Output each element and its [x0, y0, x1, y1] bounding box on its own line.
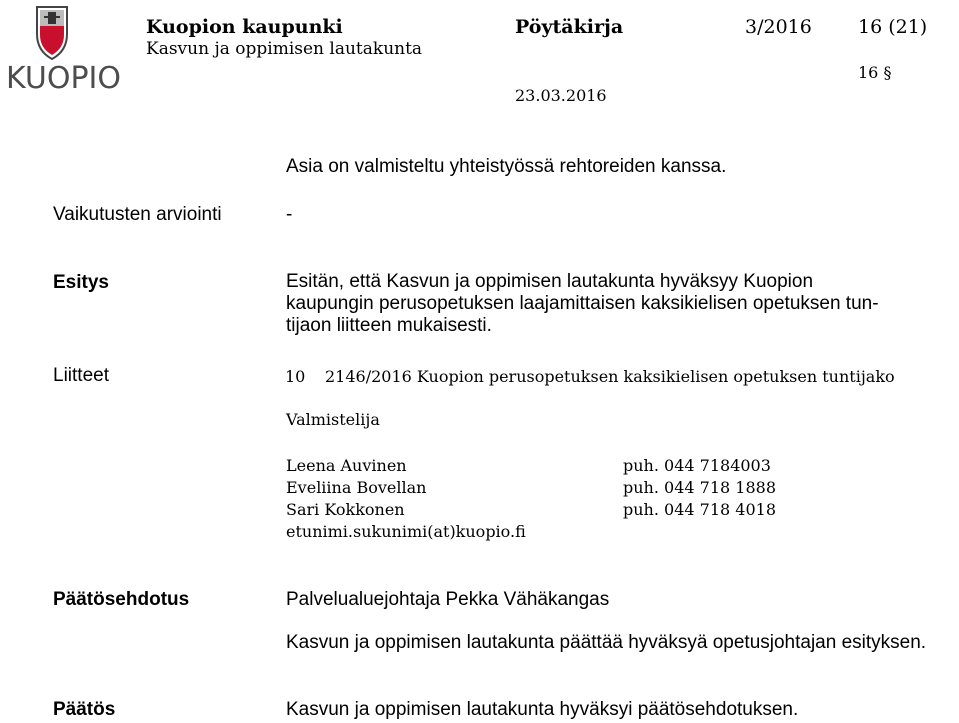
- coat-of-arms-icon: [4, 4, 100, 62]
- proposal-line: kaupungin perusopetuksen laajamittaisen kaksikielisen opetuksen tun-: [286, 293, 879, 314]
- contact-name: Leena Auvinen: [286, 456, 407, 475]
- proposal-line: Esitän, että Kasvun ja oppimisen lautakunta hyväksyy Kuopion: [286, 271, 814, 292]
- document-type: Pöytäkirja: [515, 16, 624, 38]
- decision-text: Kasvun ja oppimisen lautakunta hyväksyi päätösehdotuksen.: [286, 699, 799, 720]
- proposal-text: [286, 271, 879, 337]
- proposal-label: Esitys: [53, 272, 109, 293]
- intro-sentence: Asia on valmisteltu yhteistyössä rehtoreiden kanssa.: [286, 156, 727, 177]
- document-number: 3/2016: [745, 16, 812, 38]
- draft-label: Päätösehdotus: [53, 589, 190, 610]
- committee-name: Kasvun ja oppimisen lautakunta: [146, 39, 423, 59]
- contact-phone: puh. 044 718 4018: [623, 500, 776, 519]
- contact-name: Sari Kokkonen: [286, 500, 405, 519]
- attachments-label: Liitteet: [53, 365, 109, 386]
- email-address[interactable]: etunimi.sukunimi(at)kuopio.fi: [286, 522, 526, 541]
- preparer-label: Valmistelija: [286, 410, 380, 429]
- proposal-line: tijaon liitteen mukaisesti.: [286, 315, 492, 336]
- contact-row: [286, 456, 776, 478]
- draft-text: Kasvun ja oppimisen lautakunta päättää hyväksyä opetusjohtajan esityksen.: [286, 632, 927, 653]
- impact-value: -: [286, 204, 293, 225]
- draft-by: Palvelualuejohtaja Pekka Vähäkangas: [286, 589, 610, 610]
- attachment-link[interactable]: 2146/2016 Kuopion perusopetuksen kaksikielisen opetuksen tuntijako: [325, 367, 895, 386]
- contact-phone: puh. 044 718 1888: [623, 478, 776, 497]
- attachment-number: 10: [285, 367, 306, 386]
- contact-phone: puh. 044 7184003: [623, 456, 771, 475]
- page-number: 16 (21): [858, 16, 928, 38]
- contact-row: [286, 478, 776, 500]
- contact-name: Eveliina Bovellan: [286, 478, 427, 497]
- meeting-date: 23.03.2016: [515, 86, 607, 105]
- contact-row: [286, 500, 776, 522]
- org-name: Kuopion kaupunki: [146, 16, 343, 38]
- contacts-table: [286, 456, 776, 522]
- impact-label: Vaikutusten arviointi: [53, 204, 222, 225]
- decision-label: Päätös: [53, 699, 116, 720]
- kuopio-logo: [4, 4, 121, 96]
- logo-wordmark: KUOPIO: [6, 61, 121, 96]
- section-number: 16 §: [858, 63, 892, 82]
